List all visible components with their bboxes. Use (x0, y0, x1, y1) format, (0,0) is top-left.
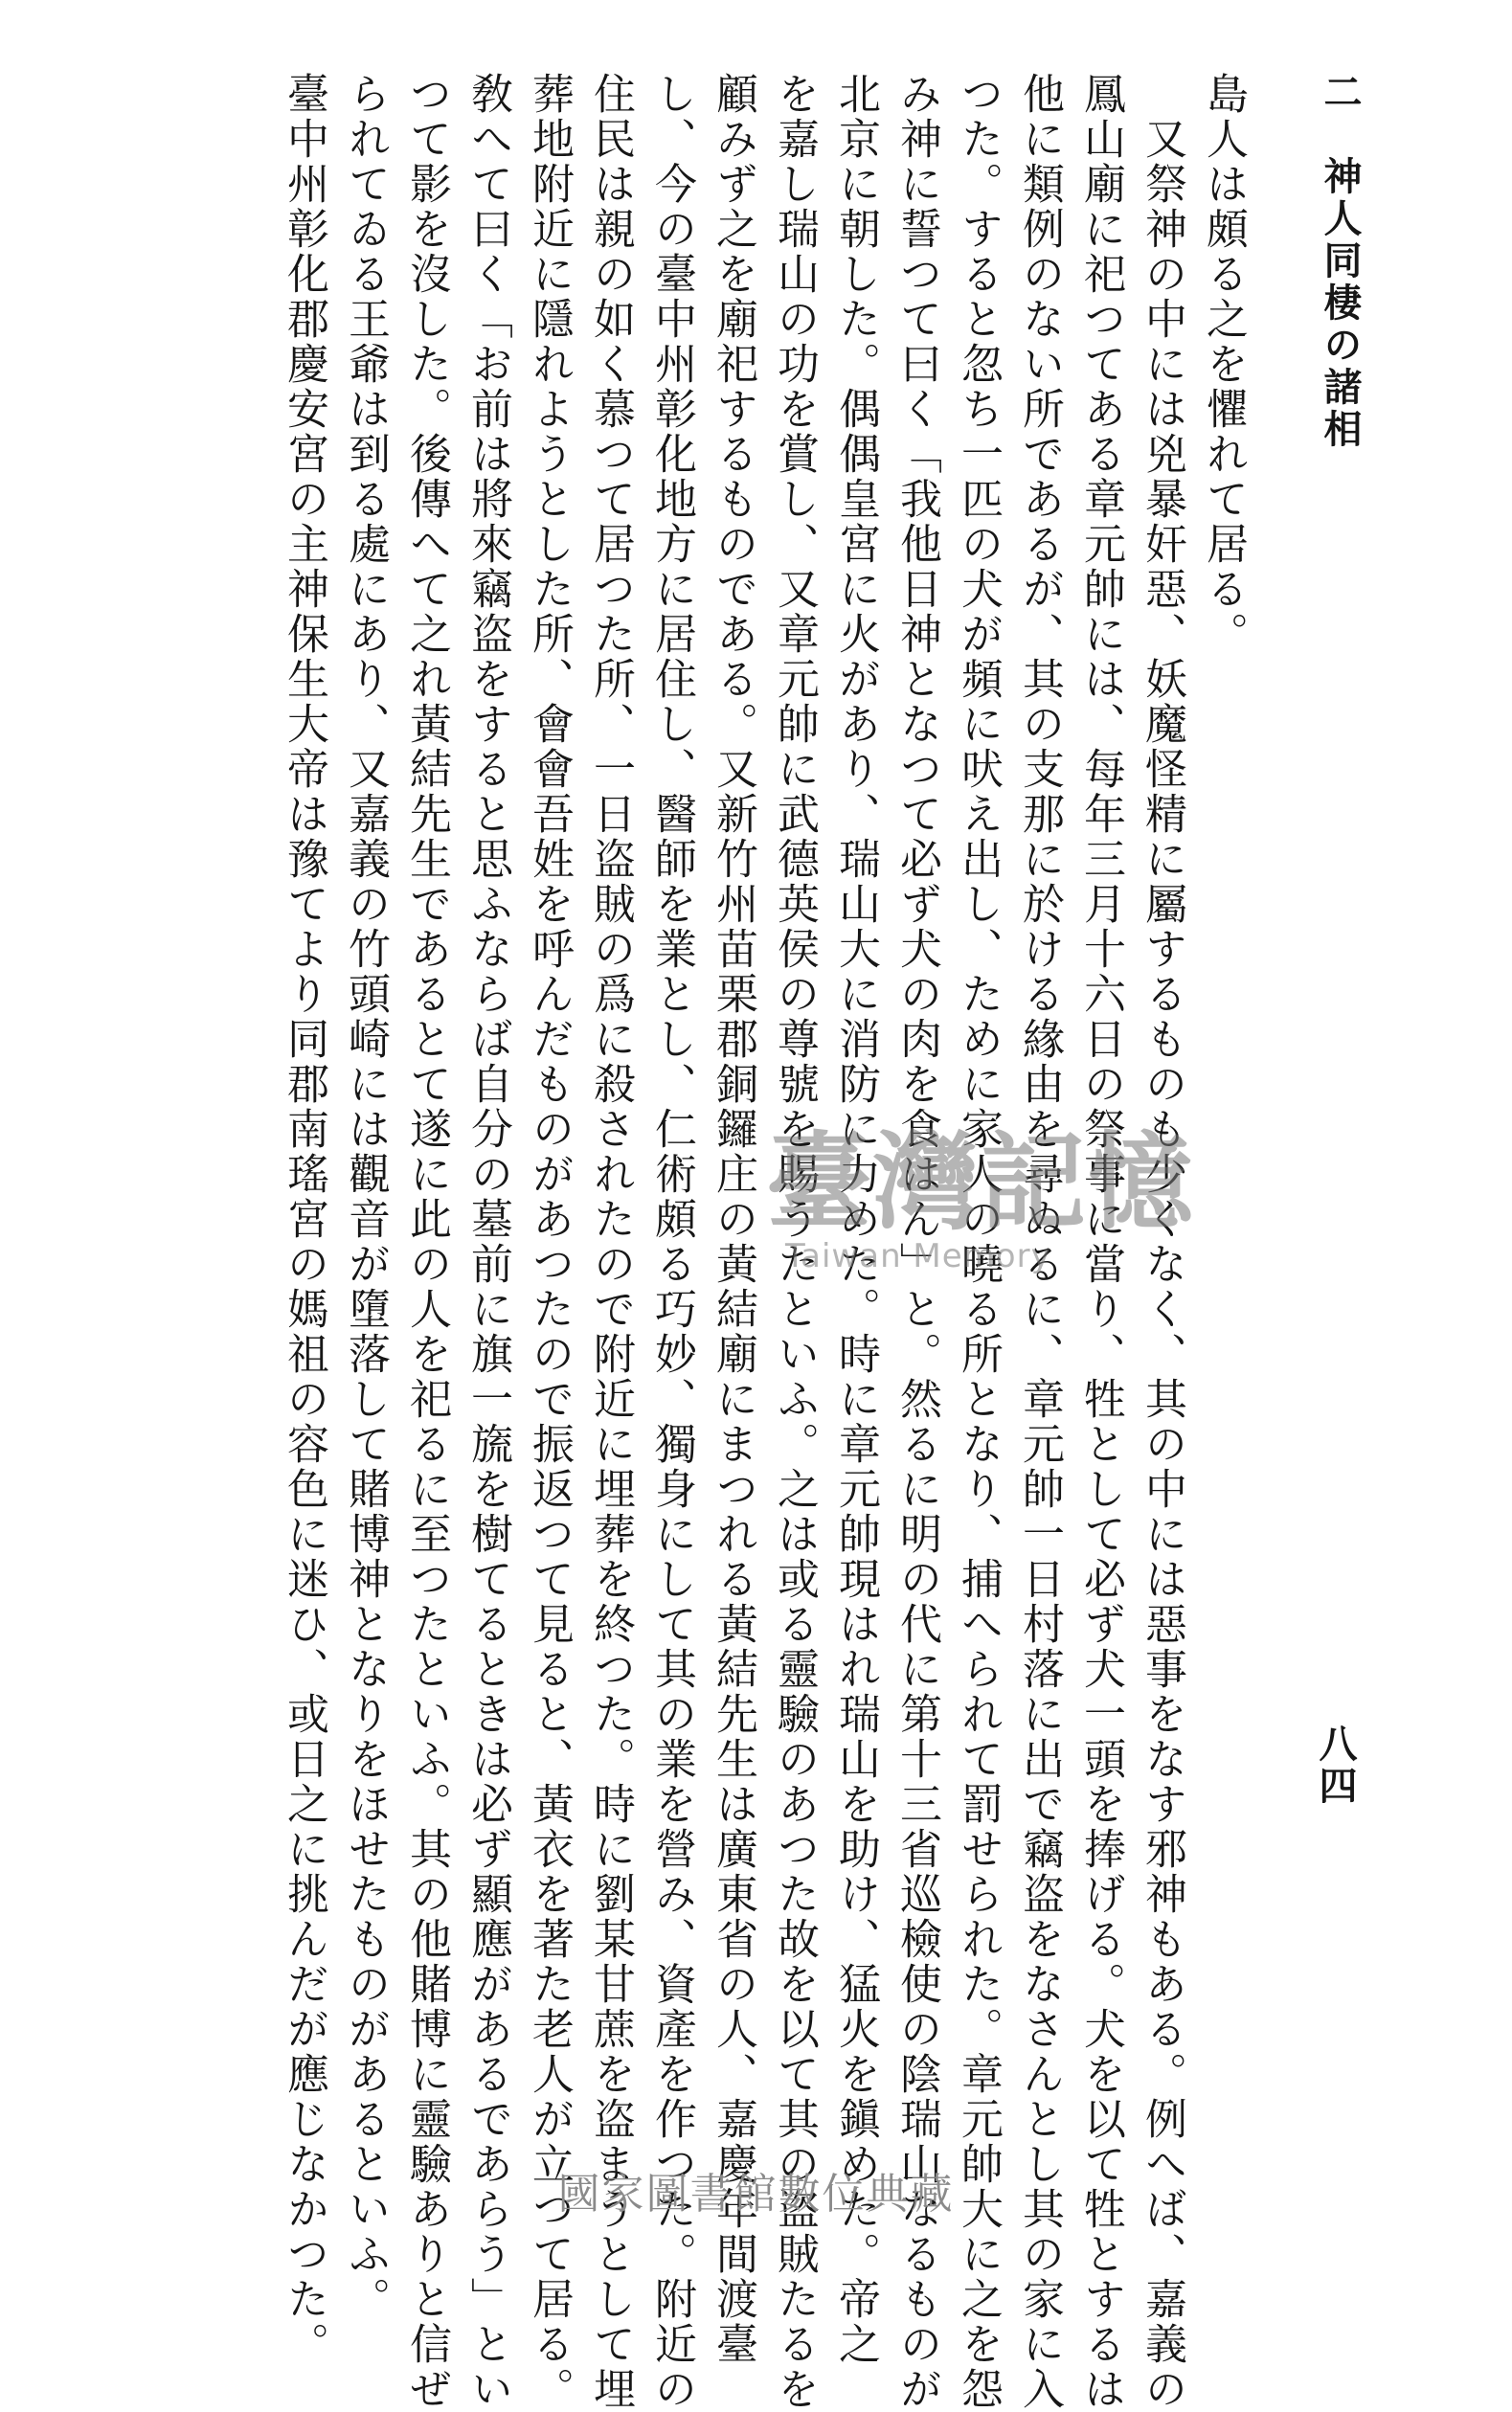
text-line: 住民は親の如く慕つて居つた所、一日盗賊の爲に殺されたので附近に埋葬を終つた。時に劉某甘蔗を盗まうとして埋 (586, 72, 635, 2412)
text-line: み神に誓つて曰く「我他日神となつて必ず犬の肉を食はん」と。然るに明の代に第十三省巡檢使の陰瑞山なるものが (892, 72, 941, 2412)
footer-credit: 國家圖書館數位典藏 (557, 2170, 955, 2219)
text-line: つて影を沒した。後傳へて之れ黃結先生であるとて遂に此の人を祀るに至つたといふ。其の他賭博に靈驗ありと信ぜ (402, 72, 451, 2412)
watermark-chars: 臺灣記憶 (766, 1120, 1195, 1244)
text-line: 他に類例のない所であるが、其の支那に於ける緣由を尋ぬるに、章元帥一日村落に出で竊盗をなさんとし其の家に入 (1015, 72, 1064, 2412)
text-line: 島人は頗る之を懼れて居る。 (1199, 72, 1248, 657)
text-line: 敎へて曰く「お前は將來竊盗をすると思ふならば自分の墓前に旗一旒を樹てるときは必ず顯應があるであらう」とい (463, 72, 512, 2412)
text-line: 葬地附近に隱れようとした所、會會吾姓を呼んだものがあつたので振返つて見ると、黃衣を著た老人が立つて居る。 (525, 72, 574, 2412)
text-line: られてゐる王爺は到る處にあり、又嘉義の竹頭崎には觀音が墮落して賭博神となりをほせたものがあるといふ。 (341, 72, 390, 2322)
watermark-latin: Taiwan Memory (785, 1237, 1051, 1275)
text-line: を嘉し瑞山の功を賞し、又章元帥に武德英侯の尊號を賜うたといふ。之は或る靈驗のあつた故を以て其の盗賊たるを (770, 72, 819, 2412)
text-line: し、今の臺中州彰化地方に居住し、醫師を業とし、仁術頗る巧妙、獨身にして其の業を營み、資產を作つた。附近の (647, 72, 696, 2412)
text-line: 顧みず之を廟祀するものである。又新竹州苗栗郡銅鑼庄の黃結廟にまつれる黃結先生は廣東省の人、嘉慶年間渡臺 (709, 72, 757, 2367)
page-number: 八四 (1313, 1724, 1358, 1808)
text-line: 又祭神の中には兇暴奸惡、妖魔怪精に屬するものも少くなく、其の中には惡事をなす邪神もある。例へば、嘉義の (1138, 72, 1186, 2412)
text-line: 北京に朝した。偶偶皇宮に火があり、瑞山大に消防に力めた。時に章元帥現はれ瑞山を助け、猛火を鎭めた。帝之 (831, 72, 880, 2367)
text-line: つた。すると忽ち一匹の犬が頻に吠え出し、ために家人の曉る所となり、捕へられて罰せられた。章元帥大に之を怨 (954, 72, 1003, 2412)
text-line: 臺中州彰化郡慶安宮の主神保生大帝は豫てより同郡南瑤宮の媽祖の容色に迷ひ、或日之に挑んだが應じなかつた。 (280, 72, 328, 2367)
running-head: 二 神人同棲の諸相 (1318, 72, 1363, 451)
text-line: 鳳山廟に祀つてある章元帥には、每年三月十六日の祭事に當り、牲として必ず犬一頭を捧げる。犬を以て牲とするは (1076, 72, 1125, 2412)
watermark-logo (766, 1120, 1195, 1275)
